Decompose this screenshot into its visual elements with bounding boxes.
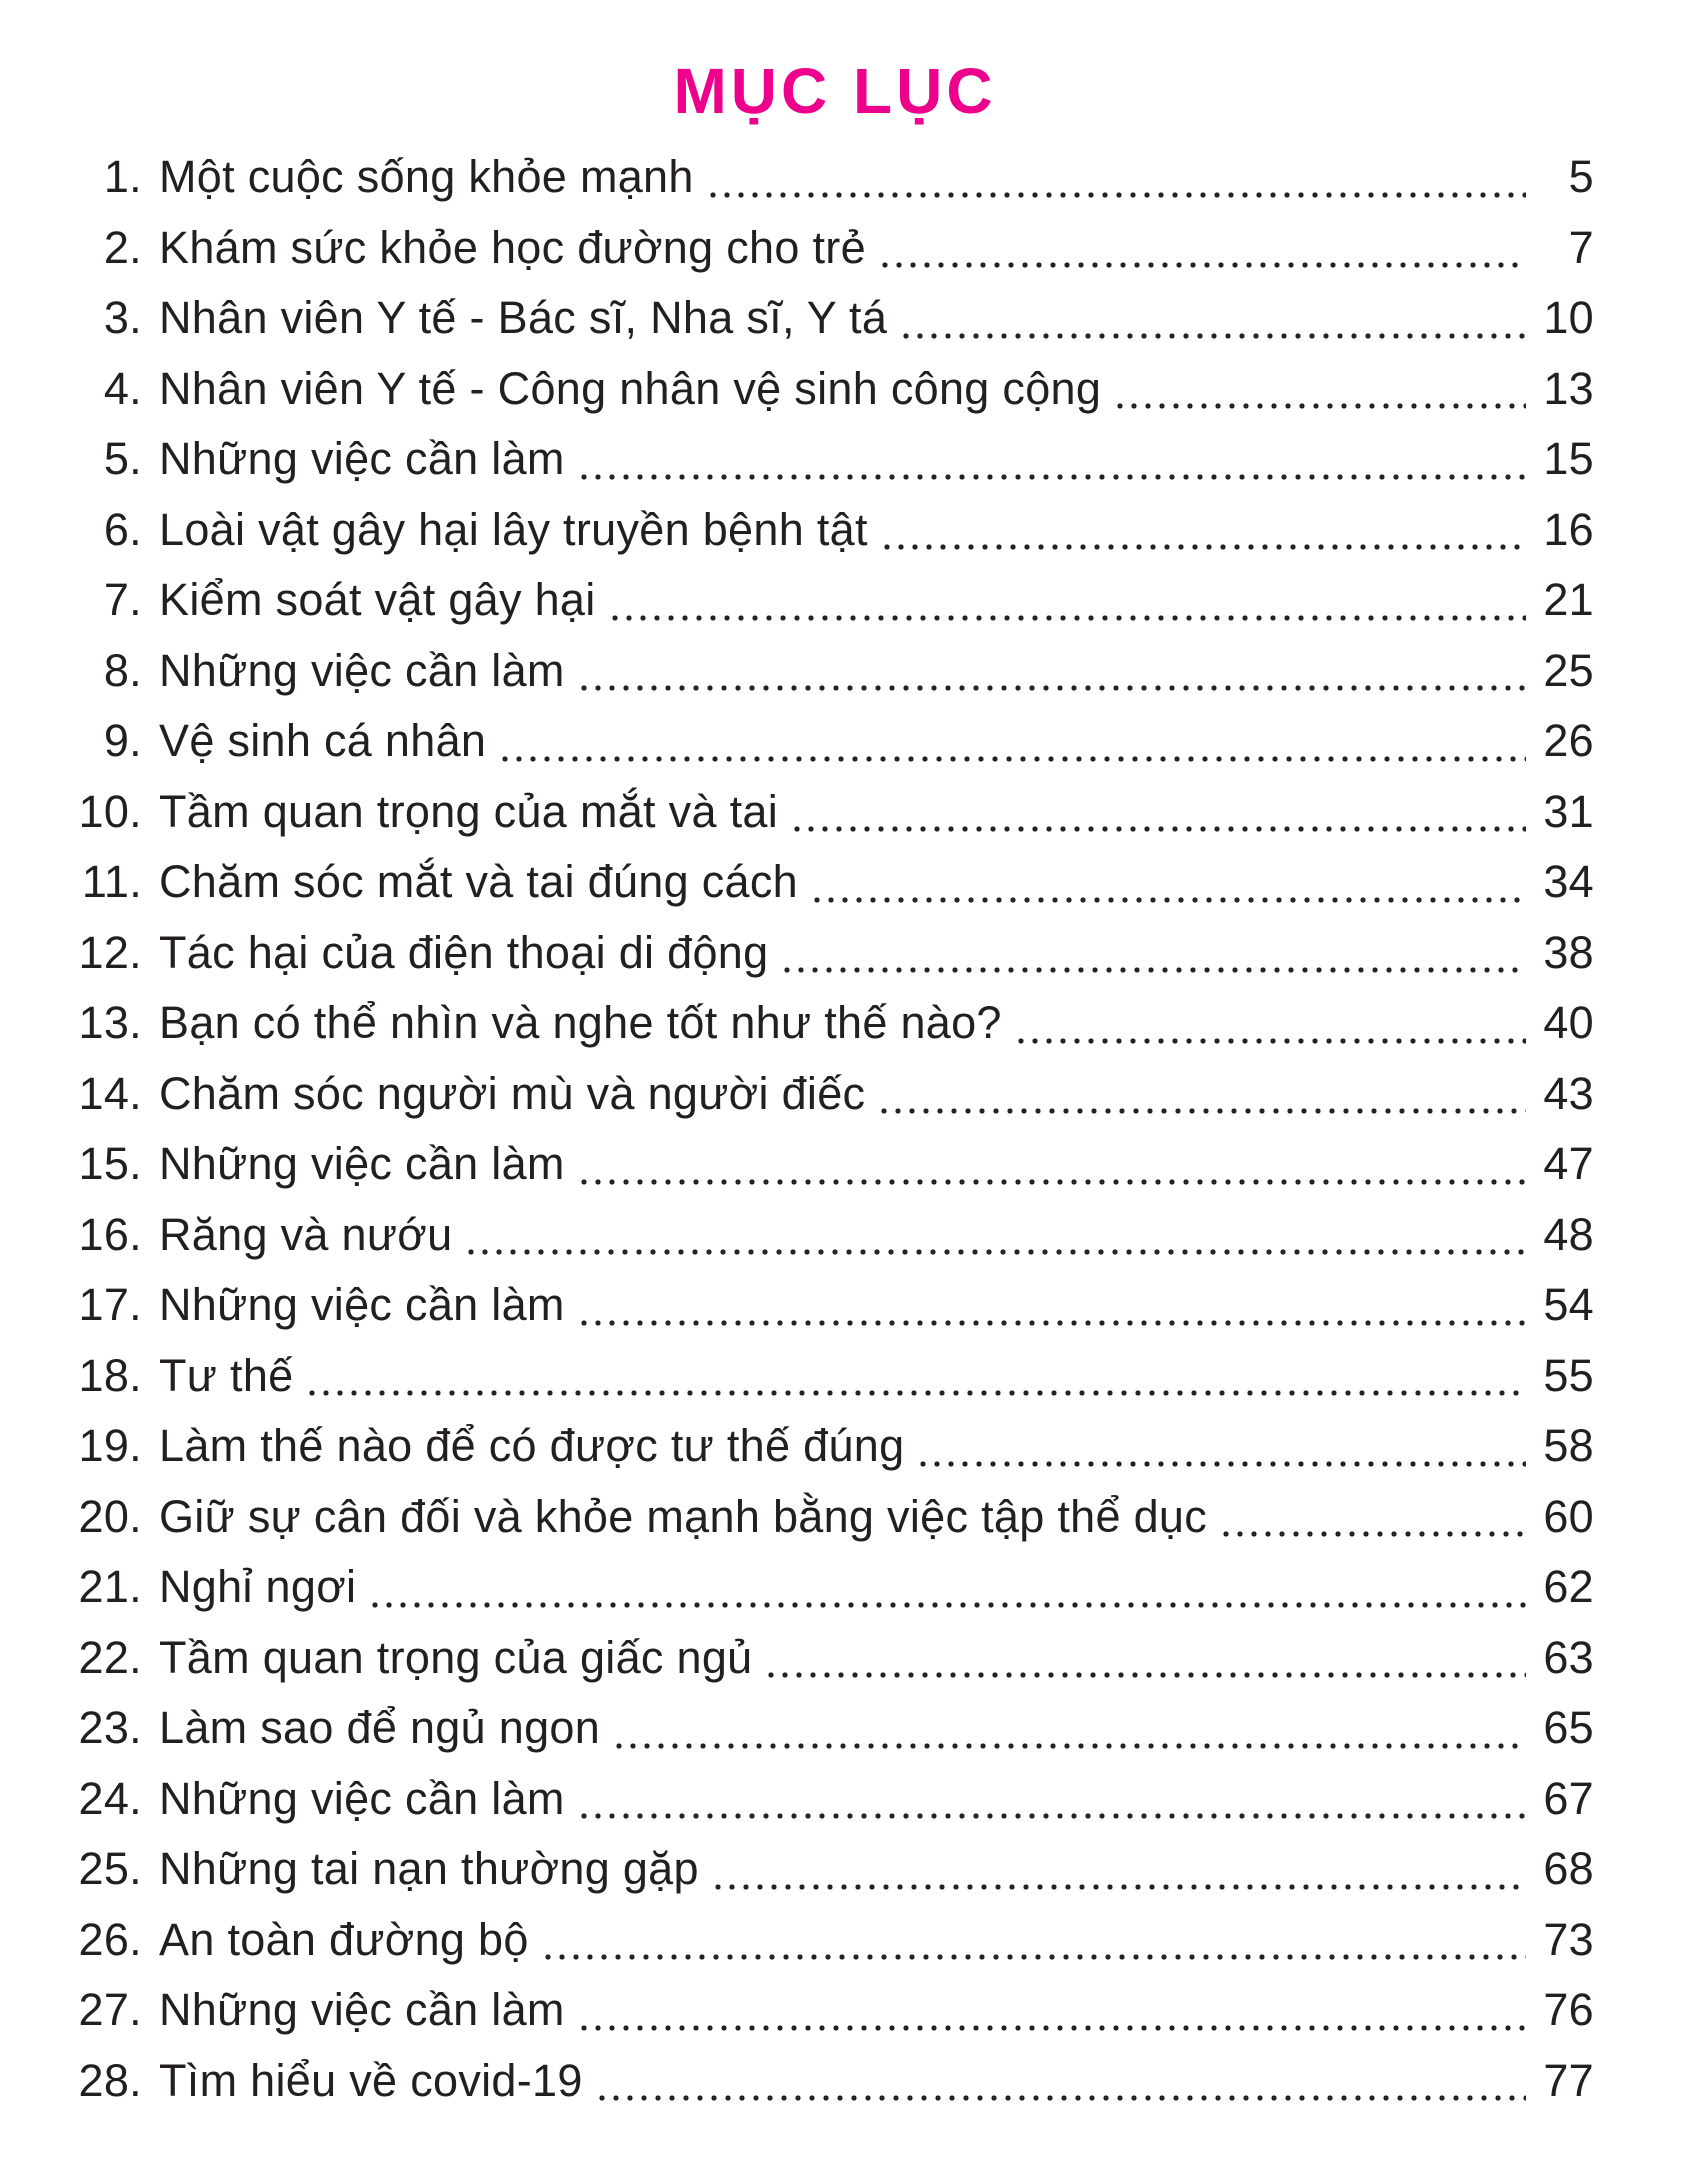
dot-leader-icon <box>577 2025 1526 2031</box>
toc-entry-page: 15 <box>1543 433 1594 485</box>
toc-entry-number: 13. <box>78 997 142 1049</box>
toc-entry-page: 16 <box>1543 503 1594 555</box>
dot-leader-icon <box>1113 403 1526 409</box>
toc-entry-number: 17. <box>78 1279 142 1331</box>
toc-entry-page: 68 <box>1543 1843 1594 1895</box>
toc-entry-page: 10 <box>1543 292 1594 344</box>
dot-leader-icon <box>878 262 1526 268</box>
toc-entry-number: 15. <box>78 1138 142 1190</box>
dot-leader-icon <box>368 1602 1526 1608</box>
toc-entry-number: 7. <box>103 574 142 626</box>
toc-entry-title: Khám sức khỏe học đường cho trẻ <box>159 221 866 273</box>
dot-leader-icon <box>541 1954 1526 1960</box>
dot-leader-icon <box>612 1743 1526 1749</box>
toc-entry <box>76 1764 1594 1835</box>
toc-entry <box>76 1693 1594 1764</box>
toc-entry <box>76 495 1594 566</box>
toc-entry-title: Bạn có thể nhìn và nghe tốt như thế nào? <box>159 997 1002 1049</box>
toc-entry-number: 22. <box>78 1631 142 1683</box>
toc-entry <box>76 1623 1594 1694</box>
toc-entry-number: 10. <box>78 785 142 837</box>
toc-entry-number: 11. <box>81 856 142 908</box>
toc-entry-title: Loài vật gây hại lây truyền bệnh tật <box>159 503 868 555</box>
toc-entry-page: 60 <box>1543 1490 1594 1542</box>
toc-entry <box>76 988 1594 1059</box>
toc-entry-title: Vệ sinh cá nhân <box>159 715 487 767</box>
toc-entry-number: 16. <box>78 1208 142 1260</box>
dot-leader-icon <box>577 474 1526 480</box>
dot-leader-icon <box>899 333 1526 339</box>
toc-entry-title: Một cuộc sống khỏe mạnh <box>159 151 694 203</box>
dot-leader-icon <box>577 685 1526 691</box>
toc-entry-number: 24. <box>78 1772 142 1824</box>
toc-entry <box>76 1975 1594 2046</box>
dot-leader-icon <box>577 1179 1526 1185</box>
toc-entry <box>76 283 1594 354</box>
toc-entry-title: Tìm hiểu về covid-19 <box>159 2054 583 2106</box>
toc-entry <box>76 636 1594 707</box>
toc-entry-page: 73 <box>1543 1913 1594 1965</box>
toc-entry-title: Những việc cần làm <box>159 1772 565 1824</box>
toc-entry-page: 67 <box>1543 1772 1594 1824</box>
dot-leader-icon <box>577 1813 1526 1819</box>
toc-entry <box>76 777 1594 848</box>
toc-entry-title: Tư thế <box>159 1349 294 1401</box>
dot-leader-icon <box>1219 1531 1526 1537</box>
toc-entry <box>76 1905 1594 1976</box>
toc-entry <box>76 213 1594 284</box>
toc-entry-title: Những việc cần làm <box>159 1279 565 1331</box>
toc-entry-number: 27. <box>78 1984 142 2036</box>
toc-entry-number: 9. <box>103 715 142 767</box>
dot-leader-icon <box>305 1390 1526 1396</box>
toc-entry <box>76 142 1594 213</box>
dot-leader-icon <box>577 1320 1526 1326</box>
dot-leader-icon <box>916 1461 1526 1467</box>
toc-entry-title: Những việc cần làm <box>159 1984 565 2036</box>
toc-entry <box>76 1270 1594 1341</box>
toc-entry-page: 77 <box>1543 2054 1594 2106</box>
toc-entry-page: 48 <box>1543 1208 1594 1260</box>
toc-entry-number: 28. <box>78 2054 142 2106</box>
toc-entry-page: 7 <box>1568 221 1594 273</box>
toc-entry-title: Làm thế nào để có được tư thế đúng <box>159 1420 905 1472</box>
toc-entry <box>76 1200 1594 1271</box>
toc-entry-number: 18. <box>78 1349 142 1401</box>
dot-leader-icon <box>810 897 1526 903</box>
toc-entry-page: 65 <box>1543 1702 1594 1754</box>
toc-entry-number: 4. <box>103 362 142 414</box>
toc-entry-number: 26. <box>78 1913 142 1965</box>
toc-entry-page: 21 <box>1543 574 1594 626</box>
toc-entry <box>76 2046 1594 2117</box>
dot-leader-icon <box>706 192 1526 198</box>
toc-entry <box>76 424 1594 495</box>
toc-list <box>76 142 1594 2116</box>
toc-entry <box>76 565 1594 636</box>
dot-leader-icon <box>790 826 1526 832</box>
toc-entry-page: 31 <box>1543 785 1594 837</box>
toc-entry <box>76 1059 1594 1130</box>
toc-entry-number: 1. <box>103 151 142 203</box>
toc-entry-title: Những tai nạn thường gặp <box>159 1843 699 1895</box>
toc-entry-page: 54 <box>1543 1279 1594 1331</box>
toc-entry-number: 20. <box>78 1490 142 1542</box>
toc-entry-page: 26 <box>1543 715 1594 767</box>
toc-entry-title: Giữ sự cân đối và khỏe mạnh bằng việc tập thể dục <box>159 1490 1208 1542</box>
toc-entry-title: Những việc cần làm <box>159 644 565 696</box>
dot-leader-icon <box>711 1884 1526 1890</box>
toc-entry-title: Những việc cần làm <box>159 433 565 485</box>
toc-entry-number: 23. <box>78 1702 142 1754</box>
dot-leader-icon <box>1014 1038 1526 1044</box>
toc-entry <box>76 1834 1594 1905</box>
dot-leader-icon <box>880 544 1526 550</box>
toc-entry-title: Nhân viên Y tế - Bác sĩ, Nha sĩ, Y tá <box>159 292 888 344</box>
toc-entry-page: 58 <box>1543 1420 1594 1472</box>
toc-entry <box>76 354 1594 425</box>
toc-entry <box>76 918 1594 989</box>
toc-entry-title: Nghỉ ngơi <box>159 1561 357 1613</box>
toc-entry-number: 25. <box>78 1843 142 1895</box>
toc-entry-number: 12. <box>78 926 142 978</box>
toc-entry-page: 76 <box>1543 1984 1594 2036</box>
toc-entry-number: 3. <box>103 292 142 344</box>
toc-entry-number: 5. <box>103 433 142 485</box>
dot-leader-icon <box>464 1249 1526 1255</box>
toc-entry-page: 13 <box>1543 362 1594 414</box>
dot-leader-icon <box>877 1108 1526 1114</box>
toc-entry-title: Làm sao để ngủ ngon <box>159 1702 601 1754</box>
toc-entry-page: 47 <box>1543 1138 1594 1190</box>
toc-entry-page: 63 <box>1543 1631 1594 1683</box>
toc-entry-page: 5 <box>1568 151 1594 203</box>
toc-entry-title: An toàn đường bộ <box>159 1913 529 1965</box>
toc-entry <box>76 1129 1594 1200</box>
toc-entry-title: Kiểm soát vật gây hại <box>159 574 596 626</box>
toc-entry-title: Chăm sóc người mù và người điếc <box>159 1067 866 1119</box>
toc-entry-title: Răng và nướu <box>159 1208 453 1260</box>
toc-entry-number: 14. <box>78 1067 142 1119</box>
toc-entry-title: Tác hại của điện thoại di động <box>159 926 769 978</box>
toc-entry-page: 55 <box>1543 1349 1594 1401</box>
toc-entry <box>76 1411 1594 1482</box>
toc-entry <box>76 1341 1594 1412</box>
toc-entry-number: 21. <box>78 1561 142 1613</box>
toc-entry <box>76 706 1594 777</box>
toc-entry <box>76 1482 1594 1553</box>
toc-entry-title: Chăm sóc mắt và tai đúng cách <box>159 856 799 908</box>
toc-entry-page: 43 <box>1543 1067 1594 1119</box>
toc-entry-page: 62 <box>1543 1561 1594 1613</box>
toc-entry-page: 34 <box>1543 856 1594 908</box>
toc-entry-number: 19. <box>78 1420 142 1472</box>
toc-entry-number: 8. <box>103 644 142 696</box>
toc-entry-number: 2. <box>103 221 142 273</box>
toc-entry-page: 25 <box>1543 644 1594 696</box>
dot-leader-icon <box>764 1672 1526 1678</box>
toc-entry-page: 38 <box>1543 926 1594 978</box>
page-title: MỤC LỤC <box>673 55 997 127</box>
dot-leader-icon <box>498 756 1526 762</box>
toc-entry-title: Tầm quan trọng của giấc ngủ <box>159 1631 753 1683</box>
dot-leader-icon <box>595 2095 1526 2101</box>
toc-entry-number: 6. <box>103 503 142 555</box>
toc-entry-title: Những việc cần làm <box>159 1138 565 1190</box>
dot-leader-icon <box>608 615 1526 621</box>
toc-entry <box>76 847 1594 918</box>
toc-entry-title: Tầm quan trọng của mắt và tai <box>159 785 779 837</box>
toc-entry <box>76 1552 1594 1623</box>
dot-leader-icon <box>780 967 1526 973</box>
toc-entry-page: 40 <box>1543 997 1594 1049</box>
toc-entry-title: Nhân viên Y tế - Công nhân vệ sinh công cộng <box>159 362 1102 414</box>
